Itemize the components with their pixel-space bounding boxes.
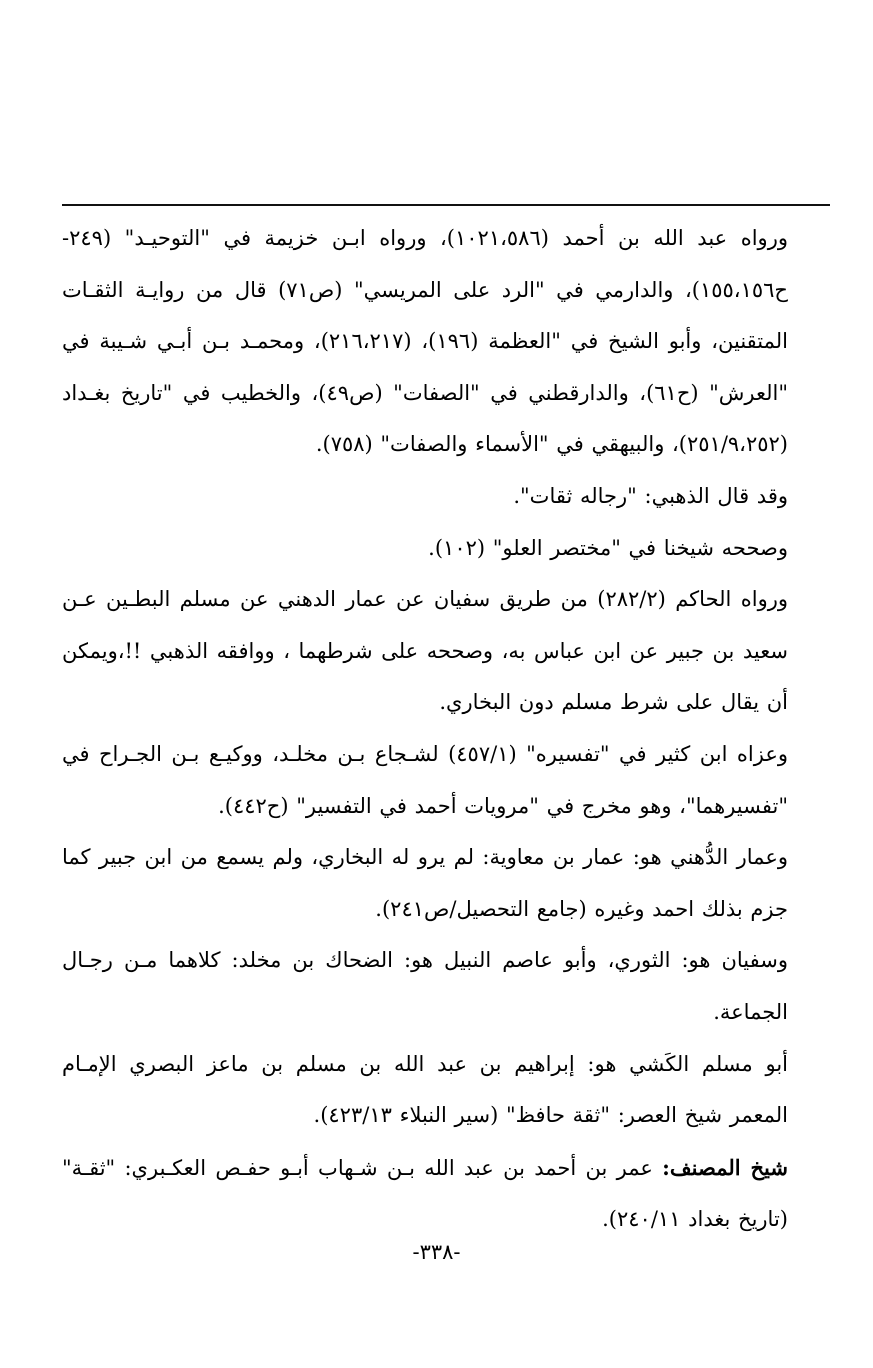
paragraph-shaykh	[62, 1142, 788, 1246]
shaykh-label: شيخ المصنف:	[662, 1154, 788, 1180]
page-number: -٣٣٨-	[412, 1240, 461, 1264]
paragraph-dhahabi-grading: وقد قال الذهبي: "رجاله ثقات".	[513, 483, 788, 508]
header-rule	[62, 204, 830, 206]
paragraph-ibn-kathir: وعزاه ابن كثير في "تفسيره" (٤٥٧/١) لشـجاع بـن مخلـد، ووكيـع بـن الجـراح في "تفسيرهما"، وهو مخرج في "مرويات أحمد في التفسير" (ح٤٤٢).	[62, 741, 788, 818]
paragraph-hakim: ورواه الحاكم (٢٨٢/٢) من طريق سفيان عن عمار الدهني عن مسلم البطـين عـن سعيد بن جبير عن ابن عباس به، وصححه على شرطهما ، ووافقه الذهبي !!،ويمكن أن يقال على شرط مسلم دون البخاري.	[62, 587, 788, 715]
main-text	[62, 213, 788, 1246]
paragraph-ammar-dhuhni: وعمار الدُّهني هو: عمار بن معاوية: لم يرو له البخاري، ولم يسمع من ابن جبير كما جزم بذلك احمد وغيره (جامع التحصيل/ص٢٤١).	[62, 845, 788, 921]
paragraph-sufyan: وسفيان هو: الثوري، وأبو عاصم النبيل هو: الضحاك بن مخلد: كلاهما مـن رجـال الجماعة.	[62, 948, 788, 1024]
shaykh-text: عمر بن أحمد بن عبد الله بـن شـهاب أبـو حفـص العكـبري: "ثقـة" (تاريخ بغداد ٢٤٠/١١).	[62, 1155, 788, 1232]
paragraph-albani-grading: وصححه شيخنا في "مختصر العلو" (١٠٢).	[428, 535, 788, 560]
kashshi-text: إبراهيم بن عبد الله بن مسلم بن ماعز البصري الإمـام المعمر شيخ العصر: "ثقة حافظ" (سير النبلاء ٤٢٣/١٣).	[62, 1051, 788, 1128]
paragraph-takhrij: ورواه عبد الله بن أحمد (١٠٢١،٥٨٦)، ورواه ابـن خزيمة في "التوحيـد" (٢٤٩-ح١٥٥،١٥٦)، والدارمي في "الرد على المريسي" (ص٧١) قال من روايـة الثقـات المتقنين، وأبو الشيخ في "العظمة (١٩٦)، (٢١٦،٢١٧)، ومحمـد بـن أبـي شـيبة في "العرش" (ح٦١)، والدارقطني في "الصفات" (ص٤٩)، والخطيب في "تاريخ بغـداد (٢٥١/٩،٢٥٢)، والبيهقي في "الأسماء والصفات" (٧٥٨).	[62, 226, 789, 457]
kashshi-label: أبو مسلم الكَشي هو:	[587, 1051, 789, 1076]
paragraph-kashshi	[62, 1039, 788, 1142]
